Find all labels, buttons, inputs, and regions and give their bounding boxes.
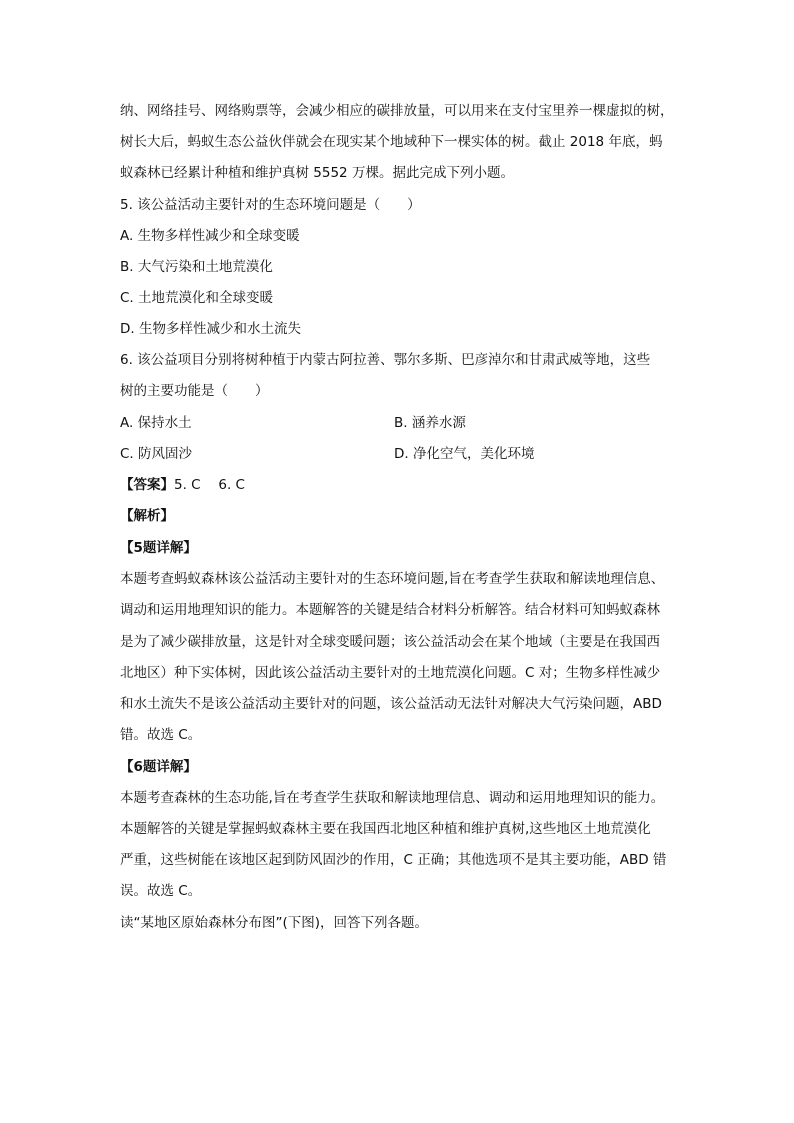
detail-5-line-6: 错。故选 C。	[120, 727, 202, 743]
question-5-option-d: D. 生物多样性减少和水土流失	[120, 321, 301, 337]
question-6-option-b: B. 涵养水源	[394, 415, 466, 431]
detail-5-line-2: 调动和运用地理知识的能力。本题解答的关键是结合材料分析解答。结合材料可知蚂蚁森林	[120, 602, 660, 618]
answer-label: 【答案】	[120, 477, 174, 493]
question-5-option-b: B. 大气污染和土地荒漠化	[120, 259, 273, 275]
intro-line-2: 树长大后，蚂蚁生态公益伙伴就会在现实某个地域种下一棵实体的树。截止 2018 年底，蚂	[120, 134, 663, 150]
detail-6-line-2: 本题解答的关键是掌握蚂蚁森林主要在我国西北地区种植和维护真树,这些地区土地荒漠化	[120, 821, 651, 837]
detail-5-label: 【5题详解】	[120, 540, 197, 556]
question-6-option-a: A. 保持水土	[120, 415, 192, 431]
answer-line	[120, 475, 245, 495]
intro-line-3: 蚁森林已经累计种植和维护真树 5552 万棵。据此完成下列小题。	[120, 165, 514, 181]
detail-5-line-5: 和水土流失不是该公益活动主要针对的问题，该公益活动无法针对解决大气污染问题，ABD	[120, 696, 662, 712]
question-5-stem: 5. 该公益活动主要针对的生态环境问题是（ ）	[120, 197, 421, 213]
next-question-prompt: 读“某地区原始森林分布图”(下图)，回答下列各题。	[120, 915, 429, 931]
detail-5-line-4: 北地区）种下实体树，因此该公益活动主要针对的土地荒漠化问题。C 对；生物多样性减少	[120, 665, 661, 681]
detail-6-line-1: 本题考查森林的生态功能,旨在考查学生获取和解读地理信息、调动和运用地理知识的能力。	[120, 790, 665, 806]
intro-line-1: 纳、网络挂号、网络购票等，会减少相应的碳排放量，可以用来在支付宝里养一棵虚拟的树，	[120, 103, 674, 119]
detail-6-line-3: 严重，这些树能在该地区起到防风固沙的作用，C 正确；其他选项不是其主要功能，ABD 错	[120, 852, 667, 868]
question-5-option-a: A. 生物多样性减少和全球变暖	[120, 228, 300, 244]
detail-5-line-1: 本题考查蚂蚁森林该公益活动主要针对的生态环境问题,旨在考查学生获取和解读地理信息、	[120, 571, 665, 587]
question-6-option-d: D. 净化空气，美化环境	[394, 446, 535, 462]
detail-5-line-3: 是为了减少碳排放量，这是针对全球变暖问题；该公益活动会在某个地域（主要是在我国西	[120, 634, 660, 650]
question-5-option-c: C. 土地荒漠化和全球变暖	[120, 290, 274, 306]
question-6-stem-line-2: 树的主要功能是（ ）	[120, 383, 269, 399]
question-6-option-c: C. 防风固沙	[120, 446, 193, 462]
analysis-label: 【解析】	[120, 508, 174, 524]
question-6-stem-line-1: 6. 该公益项目分别将树种植于内蒙古阿拉善、鄂尔多斯、巴彦淖尔和甘肃武威等地，这些	[120, 352, 651, 368]
detail-6-label: 【6题详解】	[120, 759, 197, 775]
detail-6-line-4: 误。故选 C。	[120, 883, 202, 899]
answer-text: 5. C 6. C	[174, 477, 245, 493]
